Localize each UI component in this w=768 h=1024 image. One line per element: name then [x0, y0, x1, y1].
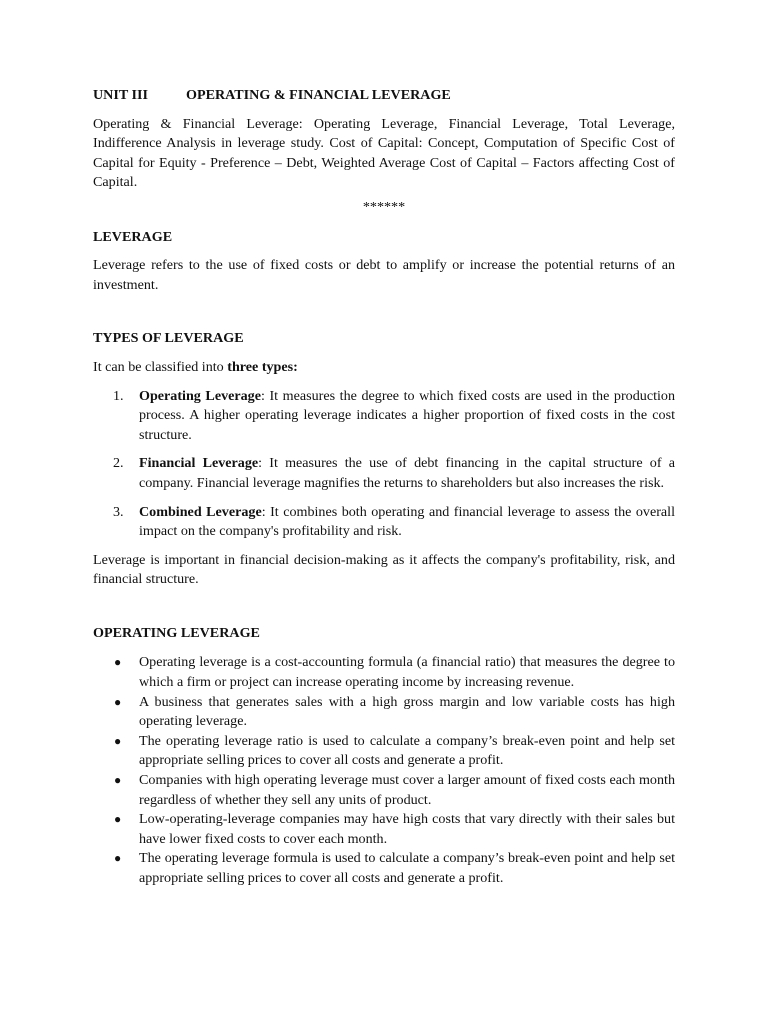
bullet-text: A business that generates sales with a high gross margin and low variable costs has high operating leverage. [139, 693, 675, 730]
types-intro-bold: three types: [227, 358, 298, 375]
list-item-number: 1. [113, 387, 124, 404]
types-conclusion: Leverage is important in financial decision-making as it affects the company's profitability, risk, and financial structure. [93, 551, 675, 588]
list-item [93, 503, 675, 542]
operating-heading: OPERATING LEVERAGE [93, 624, 260, 641]
page-content [93, 86, 675, 889]
list-item-term: Financial Leverage [139, 455, 259, 472]
bullet-icon: ● [114, 812, 122, 827]
bullet-icon: ● [114, 851, 122, 866]
list-item [93, 387, 675, 446]
list-item [93, 810, 675, 849]
list-item-text: : It combines both operating and financial leverage to assess the overall impact on the company's profitability and risk. [139, 503, 675, 540]
unit-title [93, 86, 675, 106]
list-item-number: 2. [113, 455, 124, 472]
types-heading: TYPES OF LEVERAGE [93, 330, 244, 347]
bullet-text: Low-operating-leverage companies may have high costs that vary directly with their sales but have lower fixed costs to cover each month. [139, 811, 675, 847]
syllabus-paragraph: Operating & Financial Leverage: Operating Leverage, Financial Leverage, Total Leverage, Indifference Analysis in leverage study. Cost of Capital: Concept, Computation of Specific Cost of Capital for Equity - Preference – Debt, Weighted Average Cost of Capital – Factors affecting Cost of Capital. [93, 115, 675, 191]
bullet-icon: ● [114, 655, 122, 670]
list-item [93, 849, 675, 888]
list-item [93, 454, 675, 493]
list-item-text: : It measures the degree to which fixed costs are used in the production process. A higher operating leverage indicates a higher proportion of fixed costs in the cost structure. [139, 387, 675, 443]
unit-title-text: OPERATING & FINANCIAL LEVERAGE [186, 87, 451, 103]
list-item [93, 732, 675, 771]
list-item [93, 693, 675, 732]
leverage-heading: LEVERAGE [93, 228, 173, 245]
list-item-term: Combined Leverage [139, 503, 262, 520]
bullet-text: Operating leverage is a cost-accounting formula (a financial ratio) that measures the degree to which a firm or project can increase operating income by increasing revenue. [139, 654, 675, 691]
list-item [93, 653, 675, 692]
list-item-term: Operating Leverage [139, 387, 261, 404]
leverage-definition: Leverage refers to the use of fixed costs or debt to amplify or increase the potential returns of an investment. [93, 257, 675, 293]
list-item-text: : It measures the use of debt financing in the capital structure of a company. Financial leverage magnifies the returns to shareholders but also increases the risk. [139, 455, 676, 491]
bullet-text: The operating leverage ratio is used to calculate a company’s break-even point and help set appropriate selling prices to cover all costs and generate a profit. [139, 732, 675, 769]
types-intro [93, 358, 675, 378]
list-item-number: 3. [113, 503, 124, 520]
bullet-icon: ● [114, 694, 122, 709]
section-gap [93, 295, 675, 329]
operating-bullets [93, 653, 675, 888]
types-intro-text: It can be classified into [93, 358, 228, 375]
unit-number: UNIT III [93, 87, 148, 103]
list-item [93, 771, 675, 810]
section-gap [93, 590, 675, 624]
bullet-text: Companies with high operating leverage must cover a larger amount of fixed costs each month regardless of whether they sell any units of product. [139, 772, 675, 808]
bullet-text: The operating leverage formula is used to calculate a company’s break-even point and help set appropriate selling prices to cover all costs and generate a profit. [139, 850, 675, 886]
bullet-icon: ● [114, 773, 122, 788]
types-list [93, 387, 675, 542]
bullet-icon: ● [114, 733, 122, 748]
section-separator: ****** [362, 198, 406, 215]
